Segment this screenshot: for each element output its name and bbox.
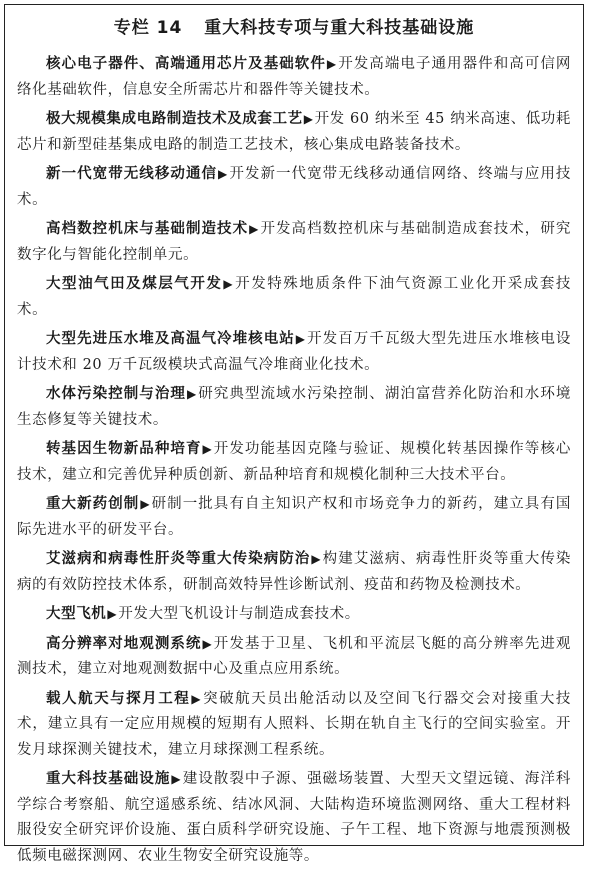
item-term: 大型油气田及煤层气开发 [46, 275, 223, 292]
item-term: 艾滋病和病毒性肝炎等重大传染病防治 [46, 550, 311, 567]
column-number: 专栏 14 [113, 18, 183, 38]
item-term: 核心电子器件、高端通用芯片及基础软件 [46, 55, 326, 72]
item-text: 开发新一代宽带无线移动通信网络、终端与应用技术。 [17, 166, 571, 208]
item-transgenic [17, 436, 571, 488]
item-earth-observation [17, 631, 571, 683]
column-header [17, 15, 571, 41]
item-term: 载人航天与探月工程 [46, 689, 191, 707]
arrow-icon: ▶ [191, 691, 202, 706]
item-wireless-communication [17, 161, 571, 213]
arrow-icon: ▶ [218, 167, 228, 181]
item-ic-manufacturing [17, 106, 571, 158]
item-text: 开发特殊地质条件下油气资源工业化开采成套技术。 [17, 276, 571, 318]
arrow-icon: ▶ [326, 57, 337, 71]
arrow-icon: ▶ [202, 442, 213, 456]
arrow-icon: ▶ [303, 112, 314, 126]
item-space-lunar [17, 686, 571, 764]
item-term: 大型先进压水堆及高温气冷堆核电站 [46, 330, 295, 347]
item-text: 开发百万千瓦级大型先进压水堆核电设计技术和 20 万千瓦级模块式高温气冷堆商业化技术。 [17, 331, 571, 373]
arrow-icon: ▶ [171, 772, 182, 786]
arrow-icon: ▶ [223, 277, 234, 291]
item-term: 重大新药创制 [46, 495, 140, 512]
item-text: 开发大型飞机设计与制造成套技术。 [118, 606, 360, 622]
item-large-aircraft [17, 601, 571, 628]
arrow-icon: ▶ [202, 636, 213, 651]
item-oil-gas [17, 271, 571, 323]
column-title: 重大科技专项与重大科技基础设施 [204, 18, 475, 38]
item-cnc-machine-tools [17, 216, 571, 268]
arrow-icon: ▶ [249, 222, 259, 236]
item-text: 开发高端电子通用器件和高可信网络化基础软件，信息安全所需芯片和器件等关键技术。 [17, 56, 571, 98]
item-text: 建设散裂中子源、强磁场装置、大型天文望远镜、海洋科学综合考察船、航空遥感系统、结冰风洞、大陆构造环境监测网络、重大工程材料服役安全研究评价设施、蛋白质科学研究设施、子午工程、地下资源与地震预测极低频电磁探测网、农业生物安全研究设施等。 [17, 771, 571, 864]
item-term: 高分辨率对地观测系统 [46, 634, 202, 652]
item-term: 极大规模集成电路制造技术及成套工艺 [46, 110, 303, 127]
item-new-drugs [17, 491, 571, 543]
column-box [4, 4, 584, 864]
item-text: 开发基于卫星、飞机和平流层飞艇的高分辨率先进观测技术，建立对地观测数据中心及重点应用系统。 [17, 635, 571, 677]
item-text: 开发功能基因克隆与验证、规模化转基因操作等核心技术，建立和完善优异种质创新、新品种培育和规模化制种三大技术平台。 [17, 441, 571, 483]
item-term: 重大科技基础设施 [46, 770, 171, 787]
item-nuclear-power [17, 326, 571, 378]
item-text: 开发 60 纳米至 45 纳米高速、低功耗芯片和新型硅基集成电路的制造工艺技术，核心集成电路装备技术。 [17, 111, 572, 153]
item-term: 高档数控机床与基础制造技术 [46, 220, 249, 237]
arrow-icon: ▶ [311, 552, 322, 566]
item-term: 转基因生物新品种培育 [46, 440, 202, 457]
item-term: 大型飞机 [46, 605, 107, 622]
arrow-icon: ▶ [140, 497, 151, 511]
item-text: 突破航天员出舱活动以及空间飞行器交会对接重大技术，建立具有一定应用规模的短期有人照料、长期在轨自主飞行的空间实验室。开发月球探测关键技术，建立月球探测工程系统。 [17, 690, 571, 758]
item-water-pollution [17, 381, 571, 433]
item-term: 水体污染控制与治理 [46, 385, 186, 402]
arrow-icon: ▶ [186, 387, 197, 401]
arrow-icon: ▶ [295, 332, 306, 346]
item-text: 研究典型流域水污染控制、湖泊富营养化防治和水环境生态修复等关键技术。 [17, 386, 571, 428]
item-term: 新一代宽带无线移动通信 [46, 165, 218, 182]
item-text: 研制一批具有自主知识产权和市场竞争力的新药，建立具有国际先进水平的研发平台。 [17, 496, 571, 538]
item-text: 构建艾滋病、病毒性肝炎等重大传染病的有效防控技术体系，研制高效特异性诊断试剂、疫苗和药物及检测技术。 [17, 551, 571, 593]
arrow-icon: ▶ [107, 607, 118, 621]
item-core-electronics [17, 51, 571, 103]
item-text: 开发高档数控机床与基础制造成套技术，研究数字化与智能化控制单元。 [17, 221, 571, 263]
item-infectious-disease [17, 546, 571, 598]
